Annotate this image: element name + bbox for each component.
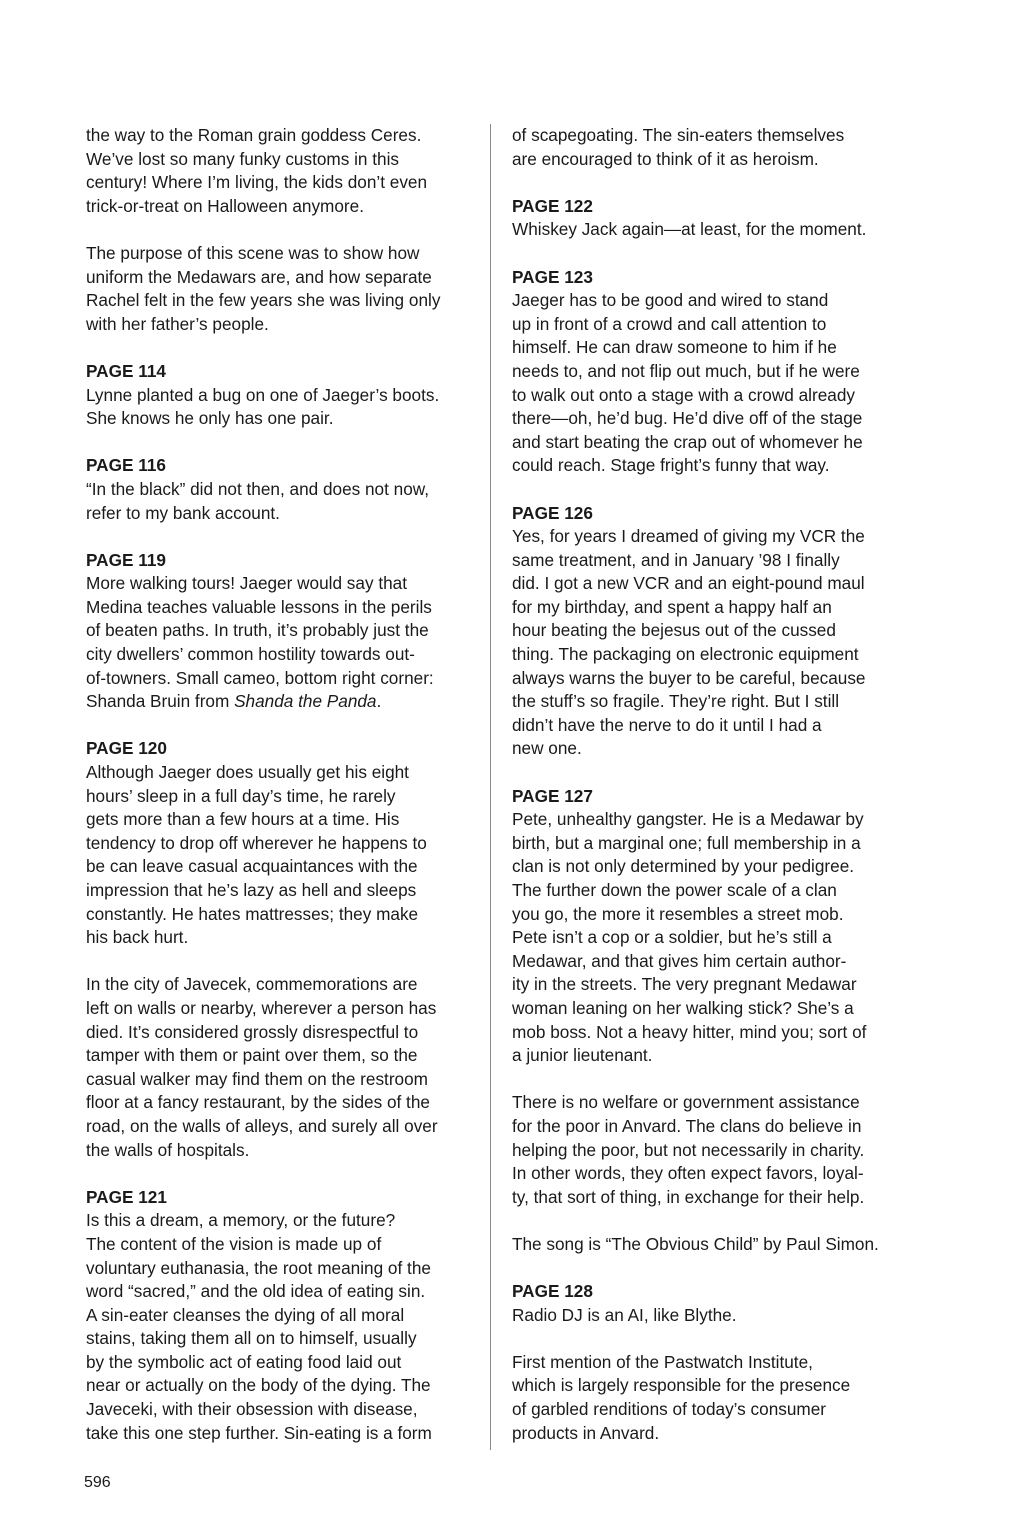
- text-line: take this one step further. Sin-eating is a form: [86, 1422, 432, 1443]
- section-page-122: [512, 195, 904, 242]
- text-line: always warns the buyer to be careful, because: [512, 667, 866, 688]
- text-fragment: Shanda Bruin from: [86, 691, 235, 712]
- text-line: a junior lieutenant.: [512, 1045, 653, 1066]
- text-fragment: .: [376, 691, 382, 712]
- section-page-114: [86, 360, 471, 431]
- section-page-116: [86, 454, 471, 525]
- text-line: for my birthday, and spent a happy half an: [512, 596, 832, 617]
- text-line: woman leaning on her walking stick? She’s a: [512, 997, 854, 1018]
- text-line: are encouraged to think of it as heroism.: [512, 148, 819, 169]
- text-line: First mention of the Pastwatch Institute,: [512, 1351, 813, 1372]
- text-line: there—oh, he’d bug. He’d dive off of the stage: [512, 408, 863, 429]
- text-line: products in Anvard.: [512, 1422, 660, 1443]
- page-number: 596: [84, 1474, 111, 1491]
- text-line: Pete isn’t a cop or a soldier, but he’s still a: [512, 927, 832, 948]
- text-line: new one.: [512, 738, 582, 759]
- text-line: his back hurt.: [86, 927, 189, 948]
- text-line: clan is not only determined by your pedigree.: [512, 856, 855, 877]
- section-page-121: [86, 1186, 471, 1446]
- text-line: Rachel felt in the few years she was living only: [86, 290, 441, 311]
- text-line: Lynne planted a bug on one of Jaeger’s boots.: [86, 384, 440, 405]
- column-divider: [490, 124, 491, 1450]
- section-heading: PAGE 114: [86, 360, 166, 381]
- text-line: voluntary euthanasia, the root meaning of the: [86, 1257, 431, 1278]
- paragraph-pastwatch: [512, 1351, 904, 1445]
- text-line: Although Jaeger does usually get his eight: [86, 762, 409, 783]
- section-heading: PAGE 128: [512, 1281, 593, 1302]
- section-heading: PAGE 116: [86, 455, 166, 476]
- right-column: [512, 124, 904, 1469]
- section-heading: PAGE 126: [512, 502, 593, 523]
- text-line: Medawar, and that gives him certain author-: [512, 950, 847, 971]
- text-line: floor at a fancy restaurant, by the sides of the: [86, 1092, 430, 1113]
- section-heading: PAGE 127: [512, 785, 593, 806]
- text-line: The song is “The Obvious Child” by Paul Simon.: [512, 1233, 879, 1254]
- text-line: hours’ sleep in a full day’s time, he rarely: [86, 785, 396, 806]
- text-line: himself. He can draw someone to him if he: [512, 337, 837, 358]
- text-line: Radio DJ is an AI, like Blythe.: [512, 1304, 737, 1325]
- text-line: constantly. He hates mattresses; they make: [86, 903, 419, 924]
- italic-title: Shanda the Panda: [234, 691, 377, 712]
- text-line: didn’t have the nerve to do it until I had a: [512, 714, 822, 735]
- paragraph-intro-2: [86, 242, 471, 336]
- text-line: up in front of a crowd and call attention to: [512, 313, 827, 334]
- text-line: A sin-eater cleanses the dying of all moral: [86, 1304, 405, 1325]
- text-line: near or actually on the body of the dying. The: [86, 1375, 431, 1396]
- text-line: stains, taking them all on to himself, usually: [86, 1328, 417, 1349]
- text-line: for the poor in Anvard. The clans do believe in: [512, 1115, 862, 1136]
- text-line: There is no welfare or government assistance: [512, 1092, 860, 1113]
- text-line: ty, that sort of thing, in exchange for their help.: [512, 1186, 865, 1207]
- section-heading: PAGE 121: [86, 1186, 167, 1207]
- text-line: tendency to drop off wherever he happens to: [86, 832, 427, 853]
- text-line: Whiskey Jack again—at least, for the moment.: [512, 219, 867, 240]
- text-line: of-towners. Small cameo, bottom right corner:: [86, 667, 434, 688]
- text-line-with-title: [86, 690, 471, 714]
- text-line: died. It’s considered grossly disrespectful to: [86, 1021, 419, 1042]
- paragraph-continued: [512, 124, 904, 171]
- text-line: of garbled renditions of today’s consumer: [512, 1399, 827, 1420]
- section-heading: PAGE 123: [512, 266, 593, 287]
- text-line: word “sacred,” and the old idea of eating sin.: [86, 1281, 426, 1302]
- text-line: casual walker may find them on the restroom: [86, 1068, 428, 1089]
- text-line: the way to the Roman grain goddess Ceres.: [86, 125, 422, 145]
- text-line: The purpose of this scene was to show how: [86, 242, 420, 263]
- text-line: Yes, for years I dreamed of giving my VCR the: [512, 526, 865, 547]
- text-line: gets more than a few hours at a time. His: [86, 809, 400, 830]
- text-line: ity in the streets. The very pregnant Medawar: [512, 974, 857, 995]
- text-line: tamper with them or paint over them, so the: [86, 1045, 418, 1066]
- text-line: with her father’s people.: [86, 313, 269, 334]
- text-line: The further down the power scale of a clan: [512, 880, 837, 900]
- text-line: could reach. Stage fright’s funny that way.: [512, 455, 830, 476]
- text-line: same treatment, and in January ’98 I finally: [512, 549, 840, 570]
- text-line: trick-or-treat on Halloween anymore.: [86, 195, 364, 216]
- text-line: She knows he only has one pair.: [86, 408, 334, 429]
- text-line: the walls of hospitals.: [86, 1139, 250, 1160]
- left-column: [86, 124, 471, 1469]
- text-line: birth, but a marginal one; full membership in a: [512, 832, 861, 853]
- text-line: city dwellers’ common hostility towards out-: [86, 644, 415, 665]
- section-page-120: [86, 737, 471, 949]
- paragraph-intro-1: [86, 124, 471, 218]
- text-line: thing. The packaging on electronic equipment: [512, 644, 859, 665]
- text-line: did. I got a new VCR and an eight-pound maul: [512, 573, 865, 594]
- section-heading: PAGE 119: [86, 549, 166, 570]
- section-page-126: [512, 502, 904, 762]
- text-line: Jaeger has to be good and wired to stand: [512, 290, 829, 311]
- section-heading: PAGE 122: [512, 195, 593, 216]
- text-line: refer to my bank account.: [86, 502, 280, 523]
- text-line: which is largely responsible for the presence: [512, 1375, 851, 1396]
- text-line: mob boss. Not a heavy hitter, mind you; sort of: [512, 1021, 867, 1042]
- paragraph-javecek: [86, 973, 471, 1162]
- section-heading: PAGE 120: [86, 738, 167, 759]
- text-line: In the city of Javecek, commemorations are: [86, 974, 418, 995]
- section-page-119: [86, 549, 471, 714]
- text-line: uniform the Medawars are, and how separate: [86, 266, 432, 287]
- text-line: We’ve lost so many funky customs in this: [86, 148, 399, 169]
- text-line: In other words, they often expect favors, loyal-: [512, 1163, 864, 1184]
- text-line: Pete, unhealthy gangster. He is a Medawar by: [512, 809, 864, 830]
- section-page-127: [512, 785, 904, 1068]
- text-line: The content of the vision is made up of: [86, 1233, 382, 1254]
- text-line: More walking tours! Jaeger would say that: [86, 573, 407, 594]
- text-line: Medina teaches valuable lessons in the perils: [86, 596, 432, 617]
- text-line: you go, the more it resembles a street mob.: [512, 903, 844, 924]
- section-page-128: [512, 1280, 904, 1327]
- paragraph-song: [512, 1233, 904, 1257]
- text-line: impression that he’s lazy as hell and sleeps: [86, 880, 417, 900]
- text-line: Is this a dream, a memory, or the future?: [86, 1210, 396, 1231]
- text-line: needs to, and not flip out much, but if he were: [512, 360, 860, 381]
- text-line: century! Where I’m living, the kids don’t even: [86, 172, 428, 193]
- text-line: be can leave casual acquaintances with the: [86, 856, 418, 877]
- text-line: of scapegoating. The sin-eaters themselves: [512, 125, 845, 145]
- text-line: of beaten paths. In truth, it’s probably just the: [86, 620, 429, 641]
- text-line: and start beating the crap out of whomever he: [512, 431, 863, 452]
- text-line: road, on the walls of alleys, and surely all over: [86, 1115, 438, 1136]
- section-page-123: [512, 266, 904, 478]
- text-line: to walk out onto a stage with a crowd already: [512, 384, 855, 405]
- text-line: left on walls or nearby, wherever a person has: [86, 997, 437, 1018]
- paragraph-welfare: [512, 1091, 904, 1209]
- text-line: by the symbolic act of eating food laid out: [86, 1351, 402, 1372]
- text-line: Javeceki, with their obsession with disease,: [86, 1399, 418, 1420]
- text-line: the stuff’s so fragile. They’re right. But I still: [512, 691, 840, 712]
- text-line: “In the black” did not then, and does not now,: [86, 478, 430, 499]
- text-line: helping the poor, but not necessarily in charity.: [512, 1139, 865, 1160]
- text-line: hour beating the bejesus out of the cussed: [512, 620, 836, 641]
